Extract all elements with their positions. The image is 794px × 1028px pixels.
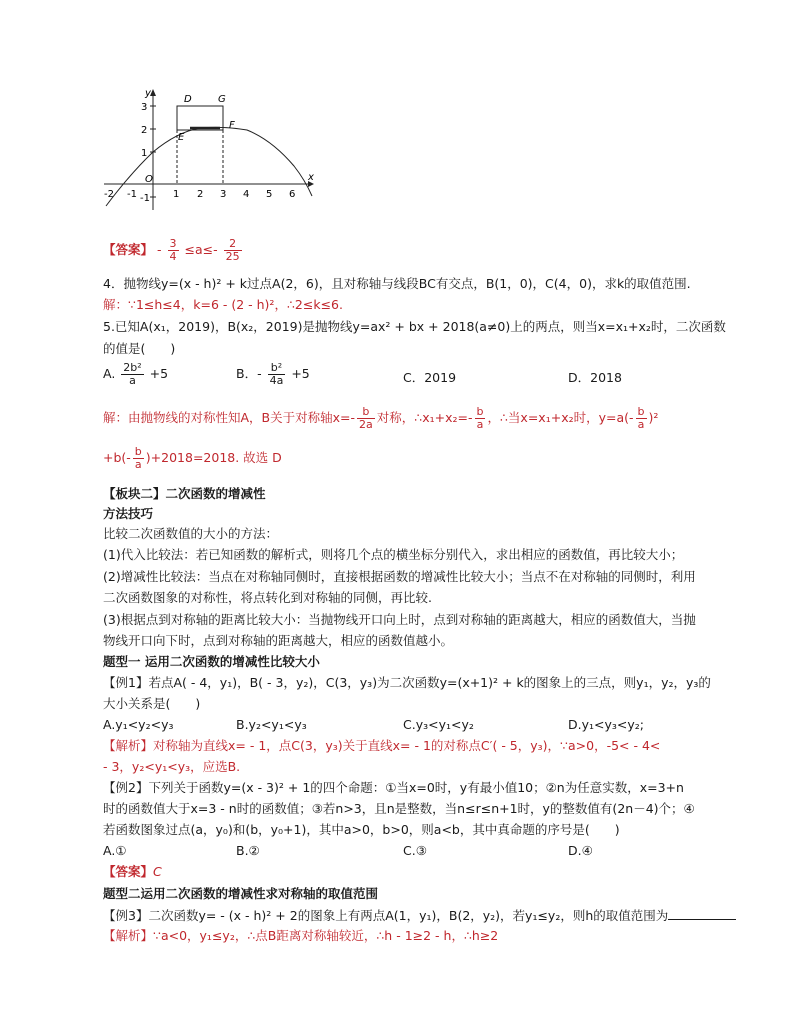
point-E-label: E [178,132,185,143]
option-C: C.③ [403,843,427,858]
x-axis-label: x [308,172,314,183]
method-2a: (2)增减性比较法：当点在对称轴同侧时，直接根据函数的增减性比较大小；当点不在对称轴的同侧时，利用 [103,569,696,584]
answer-blank[interactable] [668,907,736,920]
y-tick-label: 3 [141,102,148,113]
method-3b: 物线开口向下时，点到对称轴的距离越大，相应的函数值越小。 [103,633,454,648]
y-tick-label: 2 [141,125,148,136]
x-tick-label: 1 [173,189,180,200]
x-tick-label: 6 [289,189,296,200]
answer-mid: ≤a≤- [184,242,218,257]
option-B: B.y₂<y₁<y₃ [236,717,307,732]
example-1-analysis-1: 【解析】对称轴为直线x= - 1，点C(3，y₃)关于直线x= - 1的对称点C′( - 5，y₃)，∵a>0，-5< - 4< [103,738,661,753]
option-D: D．2018 [568,370,622,385]
option-A: A.y₁<y₂<y₃ [103,717,174,732]
y-tick-label: -1 [140,193,150,204]
example-3-analysis: 【解析】∵a<0，y₁≤y₂，∴点B距离对称轴较近，∴h - 1≥2 - h，∴h≥2 [103,928,499,943]
option-B: B．- $\frac{\text{b²}}{4a}$ +5 [236,361,310,387]
section-2-title: 【板块二】二次函数的增减性 [103,486,266,501]
option-A: A. $\frac{\text{2b²}}{a}$ +5 [103,361,169,387]
rectangle-DG [177,106,223,130]
fraction: $\frac{3}{4}$ [169,237,177,263]
method-1: (1)代入比较法：若已知函数的解析式，则将几个点的横坐标分别代入，求出相应的函数值，再比较大小； [103,547,684,562]
method-2b: 二次函数图象的对称性，将点转化到对称轴的同侧，再比较. [103,590,432,605]
question-5-solution-1: 解：由抛物线的对称性知A，B关于对称轴x=- $\frac{b}{2a}$ 对称，∴x₁+x₂=- $\frac{b}{a}$ ，∴当x=x₁+x₂时，y=a(- $\frac{b}{a}$ )² [103,405,659,431]
type-2-title: 题型二运用二次函数的增减性求对称轴的取值范围 [103,886,379,901]
option-D: D.y₁<y₃<y₂; [568,717,644,732]
example-2-answer: 【答案】C [103,864,162,879]
example-1-line-2: 大小关系是( ) [103,696,201,711]
origin-label: O [145,174,153,185]
answer-label: 【答案】 [103,242,154,257]
question-5-line-2: 的值是( ) [103,341,176,356]
parabola-graph [102,84,322,214]
option-D: D.④ [568,843,593,858]
example-3: 【例3】二次函数y= - (x - h)² + 2的图象上有两点A(1，y₁)，B(2，y₂)，若y₁≤y₂，则h的取值范围为 [103,907,736,924]
fraction: $\frac{2}{25}$ [225,237,240,263]
y-axis-label: y [145,88,151,99]
answer-sign: - [157,242,162,257]
type-1-title: 题型一 运用二次函数的增减性比较大小 [103,654,320,669]
question-5-options [103,362,703,392]
option-C: C．2019 [403,370,457,385]
point-F-label: F [229,120,235,131]
option-A: A.① [103,843,127,858]
x-tick-label: -2 [104,189,114,200]
method-intro: 比较二次函数值的大小的方法： [103,526,279,541]
example-1-line-1: 【例1】若点A( - 4，y₁)，B( - 3，y₂)，C(3，y₃)为二次函数y=(x+1)² + k的图象上的三点，则y₁，y₂，y₃的 [103,675,711,690]
x-tick-label: 4 [243,189,250,200]
option-C: C.y₃<y₁<y₂ [403,717,474,732]
x-tick-label: 2 [197,189,204,200]
question-5-line-1: 5.已知A(x₁，2019)，B(x₂，2019)是抛物线y=ax² + bx + 2018(a≠0)上的两点，则当x=x₁+x₂时，二次函数 [103,319,726,334]
y-tick-label: 1 [141,148,148,159]
x-tick-label: 5 [266,189,273,200]
question-5-solution-2: +b(- $\frac{b}{a}$ )+2018=2018. 故选 D [103,445,282,471]
x-tick-label: -1 [127,189,137,200]
answer-1 [103,238,244,263]
option-B: B.② [236,843,260,858]
point-G-label: G [218,94,226,105]
question-4-solution: 解：∵1≤h≤4，k=6 - (2 - h)²，∴2≤k≤6. [103,297,343,312]
method-3a: (3)根据点到对称轴的距离比较大小：当抛物线开口向上时，点到对称轴的距离越大，相应的函数值大，当抛 [103,612,696,627]
point-D-label: D [184,94,192,105]
example-2-line-2: 时的函数值大于x=3 - n时的函数值；③若n>3，且n是整数，当n≤r≤n+1时，y的整数值有(2n－4)个；④ [103,801,695,816]
example-2-line-3: 若函数图象过点(a，y₀)和(b，y₀+1)，其中a>0，b>0，则a<b，其中真命题的序号是( ) [103,822,620,837]
question-4: 4．抛物线y=(x - h)² + k过点A(2，6)，且对称轴与线段BC有交点，B(1，0)，C(4，0)，求k的取值范围. [103,276,691,291]
example-2-options [103,843,703,859]
method-heading: 方法技巧 [103,506,154,521]
example-1-options [103,717,703,733]
x-tick-label: 3 [220,189,227,200]
example-2-line-1: 【例2】下列关于函数y=(x - 3)² + 1的四个命题：①当x=0时，y有最小值10；②n为任意实数，x=3+n [103,780,684,795]
example-1-analysis-2: - 3，y₂<y₁<y₃，应选B. [103,759,241,774]
